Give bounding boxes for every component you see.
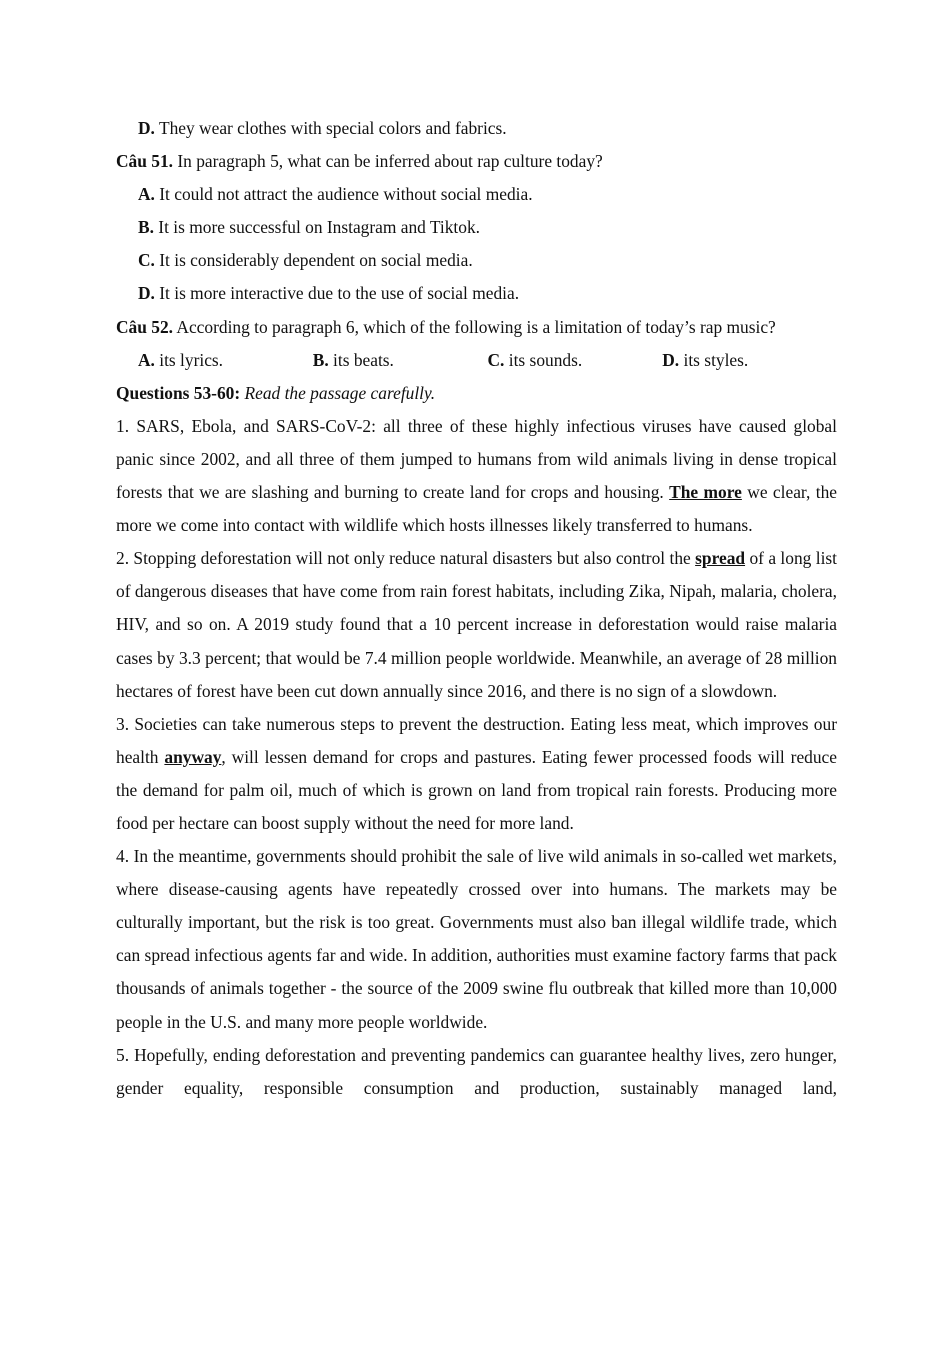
underlined-word: spread [695,548,746,569]
passage-paragraph-3: 3. Societies can take numerous steps to prevent the destruction. Eating less meat, which improves our health anyway, will lessen demand for crops and pastures. Eating fewer processed foods will reduce the demand for palm oil, much of which is grown on land from tropical rain forests. Producing more food per hectare can boost supply without the need for more land. [116,713,837,833]
q52-option-c: C. its sounds. [487,349,583,370]
q51-question: Câu 51. In paragraph 5, what can be inferred about rap culture today? [116,151,603,172]
q51-option-d: D. It is more interactive due to the use of social media. [138,283,520,304]
underlined-word: anyway [164,746,222,767]
q51-option-a: A. It could not attract the audience without social media. [138,184,533,205]
section-heading: Questions 53-60: Read the passage carefully. [116,382,436,403]
q52-question: Câu 52. According to paragraph 6, which of the following is a limitation of today’s rap music? [116,316,776,337]
q51-option-b: B. It is more successful on Instagram and Tiktok. [138,217,480,238]
q51-option-c: C. It is considerably dependent on social media. [138,250,473,271]
q52-option-b: B. its beats. [312,349,394,370]
passage-paragraph-4: 4. In the meantime, governments should prohibit the sale of live wild animals in so-called wet markets, where disease-causing agents have repeatedly crossed over into humans. The markets may be culturally important, but the risk is too great. Governments must also ban illegal wildlife trade, which can spread infectious agents far and wide. In addition, authorities must examine factory farms that pack thousands of animals together - the source of the 2009 swine flu outbreak that killed more than 10,000 people in the U.S. and many more people worldwide. [116,846,837,1032]
underlined-word: The more [669,482,742,503]
q50-option-d: D. They wear clothes with special colors and fabrics. [138,118,507,138]
q52-options [116,344,837,377]
q52-option-d: D. its styles. [662,349,749,370]
passage-paragraph-1: 1. SARS, Ebola, and SARS-CoV-2: all three of these highly infectious viruses have caused global panic since 2002, and all three of them jumped to humans from wild animals living in dense tropical forests that we are slashing and burning to create land for crops and housing. The more we clear, the more we come into contact with wildlife which hosts illnesses likely transferred to humans. [116,415,837,536]
q52-option-a: A. its lyrics. [138,349,224,370]
document-page [116,112,837,1105]
passage-paragraph-2: 2. Stopping deforestation will not only reduce natural disasters but also control the spread of a long list of dangerous diseases that have come from rain forest habitats, including Zika, Nipah, malaria, cholera, HIV, and so on. A 2019 study found that a 10 percent increase in deforestation would raise malaria cases by 3.3 percent; that would be 7.4 million people worldwide. Meanwhile, an average of 28 million hectares of forest have been cut down annually since 2016, and there is no sign of a slowdown. [116,548,837,701]
passage-paragraph-5: 5. Hopefully, ending deforestation and preventing pandemics can guarantee healthy lives, zero hunger, gender equality, responsible consumption and production, sustainably managed land, [116,1044,837,1098]
